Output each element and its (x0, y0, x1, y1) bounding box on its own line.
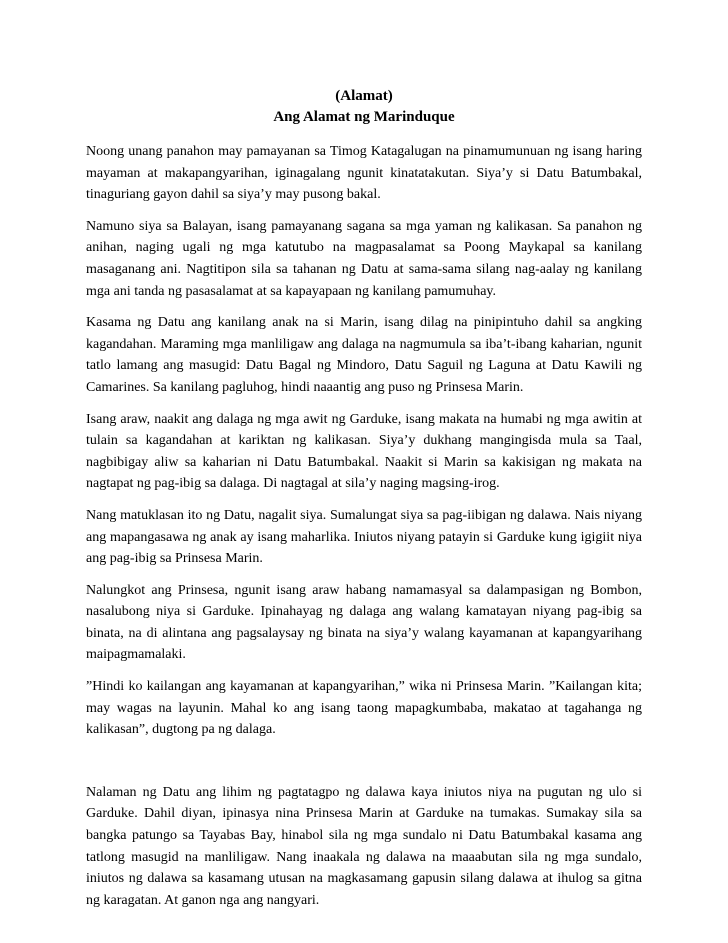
paragraph-2: Namuno siya sa Balayan, isang pamayanang sagana sa mga yaman ng kalikasan. Sa panahon ng anihan, naging ugali ng mga katutubo na magpasalamat sa Poong Maykapal sa kanilang masaganang ani. Nagtitipon sila sa tahanan ng Datu at sama-sama silang nag-aalay ng kanilang mga ani tanda ng pasasalamat at sa kapayapaan ng kanilang pamumuhay. (86, 218, 642, 299)
document-title: Ang Alamat ng Marinduque (273, 109, 455, 125)
paragraph-1: Noong unang panahon may pamayanan sa Timog Katagalugan na pinamumunuan ng isang haring mayaman at makapangyarihan, iginagalang ngunit kinatatakutan. Siya’y si Datu Batumbakal, tinaguriang gayon dahil sa siya’y may pusong bakal. (86, 144, 642, 203)
paragraph-3: Kasama ng Datu ang kanilang anak na si Marin, isang dilag na pinipintuho dahil sa angking kagandahan. Maraming mga manliligaw ang dalaga na nagmumula sa iba’t-ibang kaharian, ngunit tatlo lamang ang masugid: Datu Bagal ng Mindoro, Datu Saguil ng Laguna at Datu Kawili ng Camarines. Sa kanilang pagluhog, hindi naaantig ang puso ng Prinsesa Marin. (86, 315, 642, 395)
paragraph-8: Nalaman ng Datu ang lihim ng pagtatagpo ng dalawa kaya iniutos niya na pugutan ng ulo si Garduke. Dahil diyan, ipinasya nina Prinsesa Marin at Garduke na tumakas. Sumakay sila sa bangka patungo sa Tayabas Bay, hinabol sila ng mga sundalo ni Datu Batumbakal kasama ang tatlong masugid na manliligaw. Nang inaakala ng dalawa na maaabutan sila ng mga sundalo, iniutos ng dalawa sa kasamang utusan na magkasamang gapusin silang dalawa at ihulog sa gitna ng karagatan. At ganon nga ang nangyari. (86, 784, 642, 908)
paragraph-5: Nang matuklasan ito ng Datu, nagalit siya. Sumalungat siya sa pag-iibigan ng dalawa. Nais niyang ang mapangasawa ng anak ay isang maharlika. Iniutos niyang patayin si Garduke kung igigiit niya ang pag-ibig sa Prinsesa Marin. (86, 507, 642, 567)
paragraph-6: Nalungkot ang Prinsesa, ngunit isang araw habang namamasyal sa dalampasigan ng Bombon, nasalubong niya si Garduke. Ipinahayag ng dalaga ang walang kamatayan niyang pag-ibig sa binata, na di alintana ang pagsalaysay ng binata na siya’y walang kayamanan at kapangyarihang maipagmamalaki. (86, 582, 642, 663)
paragraph-7: ”Hindi ko kailangan ang kayamanan at kapangyarihan,” wika ni Prinsesa Marin. ”Kailangan kita; may wagas na layunin. Mahal ko ang isang taong mapagkumbaba, makatao at tagahanga ng kalikasan”, dugtong pa ng dalaga. (86, 679, 642, 738)
document-body (86, 141, 642, 921)
paragraph-4: Isang araw, naakit ang dalaga ng mga awit ng Garduke, isang makata na humabi ng mga awitin at tulain sa kagandahan at kariktan ng kalikasan. Siya’y dukhang mangingisda mula sa Taal, nagbibigay aliw sa kaharian ni Datu Batumbakal. Naakit si Marin sa kakisigan ng makata na nagtapat ng pag-ibig sa dalaga. Di nagtagal at sila’y naging magsing-irog. (86, 411, 642, 492)
document-subtitle: (Alamat) (335, 88, 393, 104)
document-header (86, 86, 642, 128)
